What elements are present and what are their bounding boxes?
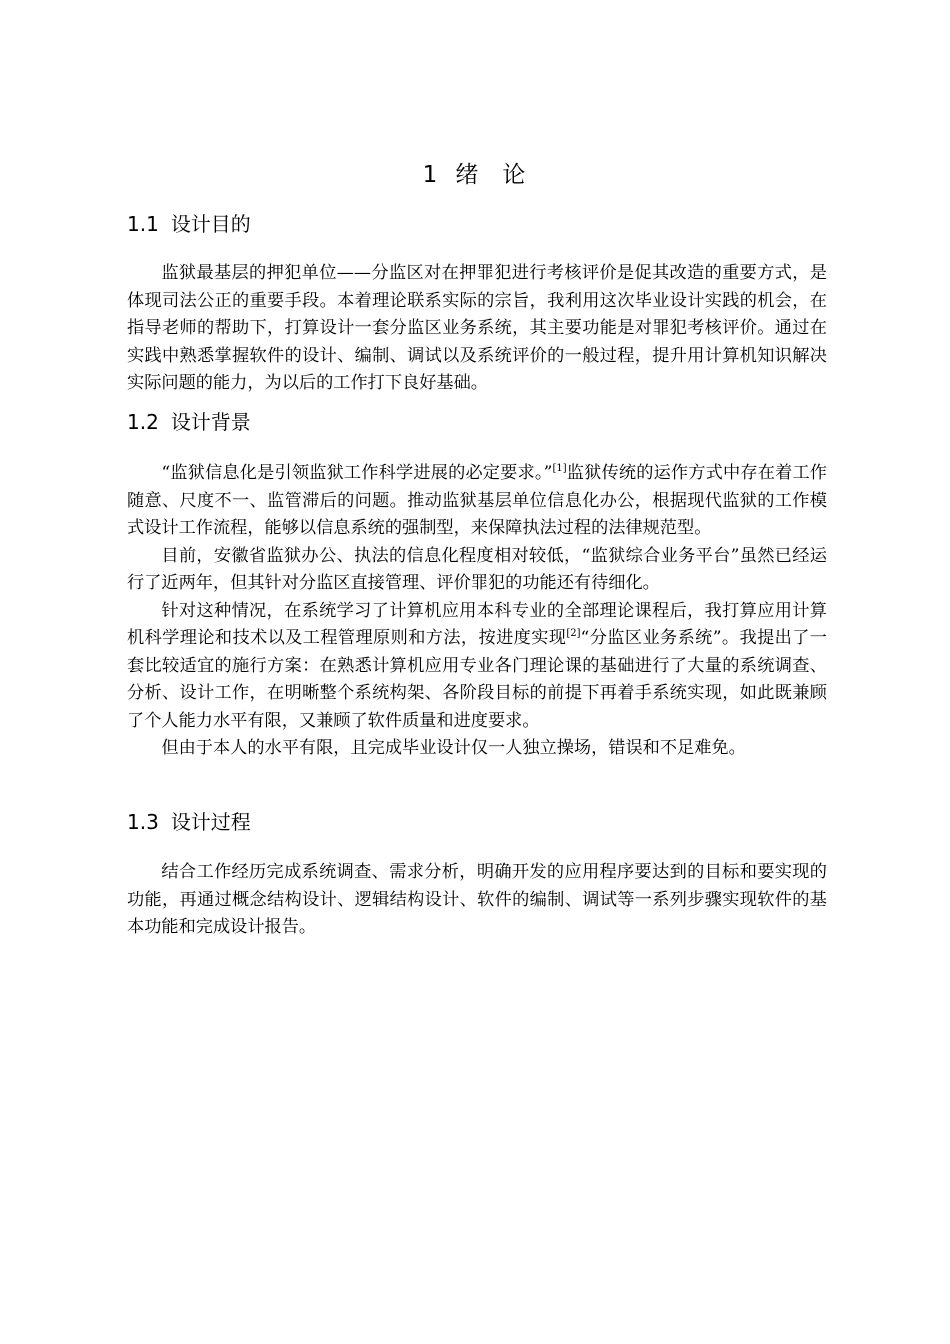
paragraph-text: 监狱传统的运作方式中存在着工作随意、尺度不一、监管滞后的问题。推动监狱基层单位信息化办公，根据现代监狱的工作模式设计工作流程，能够以信息系统的强制型，来保障执法过程的法律规范型。	[127, 463, 827, 538]
chapter-title-char-1: 绪	[455, 162, 481, 188]
section-heading	[127, 408, 827, 436]
reference-marker: [2]	[566, 628, 581, 639]
section-number: 1.2	[127, 410, 159, 434]
section-design-process	[127, 808, 827, 942]
paragraph: 但由于本人的水平有限，且完成毕业设计仅一人独立操场，错误和不足难免。	[161, 738, 746, 758]
reference-marker: [1]	[552, 463, 567, 474]
section-heading	[127, 210, 827, 238]
section-number: 1.1	[127, 212, 159, 236]
paragraph	[127, 460, 827, 543]
section-design-purpose	[127, 210, 827, 398]
paragraph: 监狱最基层的押犯单位——分监区对在押罪犯进行考核评价是促其改造的重要方式，是体现司法公正的重要手段。本着理论联系实际的宗旨，我利用这次毕业设计实践的机会，在指导老师的帮助下，打算设计一套分监区业务系统，其主要功能是对罪犯考核评价。通过在实践中熟悉掌握软件的设计、编制、调试以及系统评价的一般过程，提升用计算机知识解决实际问题的能力，为以后的工作打下良好基础。	[127, 263, 827, 393]
chapter-title	[0, 160, 950, 190]
section-design-background	[127, 408, 827, 763]
paragraph-text: 针对这种情况，在系统学习了计算机应用本科专业的全部理论课程后，我打算应用计算机科学理论和技术以及工程管理原则和方法，按进度实现	[127, 600, 827, 648]
section-title-text: 设计背景	[170, 410, 251, 434]
chapter-number: 1	[422, 162, 440, 188]
chapter-title-char-2: 论	[502, 162, 528, 188]
paragraph-text: “监狱信息化是引领监狱工作科学进展的必定要求。”	[161, 463, 553, 483]
section-number: 1.3	[127, 810, 159, 834]
section-heading	[127, 808, 827, 836]
paragraph: 结合工作经历完成系统调查、需求分析，明确开发的应用程序要达到的目标和要实现的功能，再通过概念结构设计、逻辑结构设计、软件的编制、调试等一系列步骤实现软件的基本功能和完成设计报告。	[127, 862, 827, 937]
paragraph: 目前，安徽省监狱办公、执法的信息化程度相对较低，“监狱综合业务平台”虽然已经运行了近两年，但其针对分监区直接管理、评价罪犯的功能还有待细化。	[127, 545, 827, 593]
section-title-text: 设计目的	[170, 212, 251, 236]
section-title-text: 设计过程	[170, 810, 251, 834]
paragraph-text: “分监区业务系统”。我提出了一套比较适宜的施行方案：在熟悉计算机应用专业各门理论课的基础进行了大量的系统调查、分析、设计工作，在明晰整个系统构架、各阶段目标的前提下再着手系统实现，如此既兼顾了个人能力水平有限，又兼顾了软件质量和进度要求。	[127, 628, 827, 731]
paragraph	[127, 598, 827, 736]
